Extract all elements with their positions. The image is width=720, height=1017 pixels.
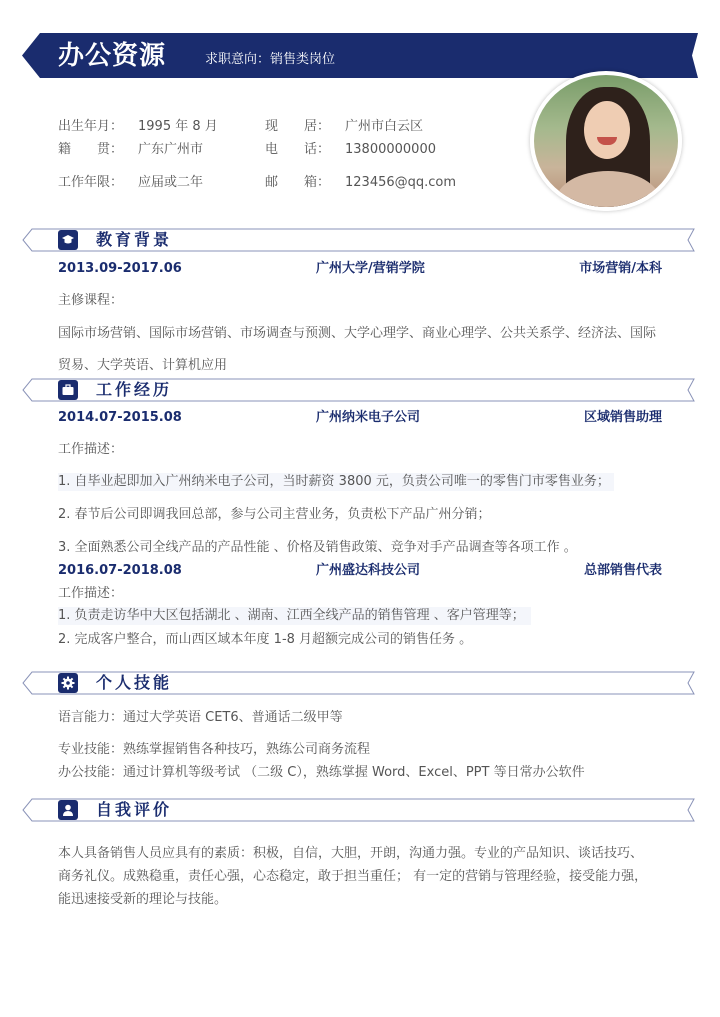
gear-icon — [58, 673, 78, 693]
section-title: 个人技能 — [96, 673, 173, 692]
course-label: 主修课程： — [58, 293, 124, 308]
section-skills — [22, 671, 696, 695]
section-work — [22, 378, 696, 402]
skill-professional: 专业技能：熟练掌握销售各种技巧，熟练公司商务流程 — [58, 742, 371, 757]
resume-name: 办公资源 — [58, 41, 167, 71]
email-row: 邮 箱： 123456@qq.com — [265, 175, 457, 190]
section-title: 教育背景 — [96, 230, 173, 249]
years-row: 工作年限： 应届或二年 — [58, 175, 204, 190]
residence-row: 现 居： 广州市白云区 — [265, 119, 424, 134]
section-education — [22, 228, 696, 252]
phone-row: 电 话： 13800000000 — [265, 142, 436, 157]
course-line: 贸易、大学英语、计算机应用 — [58, 358, 228, 373]
skill-office: 办公技能：通过计算机等级考试 （二级 C），熟练掌握 Word、Excel、PPT 等日常办公软件 — [58, 765, 585, 780]
section-self — [22, 798, 696, 822]
self-eval-line: 本人具备销售人员应具有的素质：积极，自信，大胆，开朗，沟通力强。专业的产品知识、谈话技巧、 — [58, 846, 644, 861]
section-title: 自我评价 — [96, 800, 173, 819]
job-intent: 求职意向：销售类岗位 — [205, 52, 336, 67]
job-desc-label: 工作描述： — [58, 586, 124, 601]
hometown-row: 籍 贯： 广东广州市 — [58, 142, 204, 157]
course-line: 国际市场营销、国际市场营销、市场调查与预测、大学心理学、商业心理学、公共关系学、经济法、国际 — [58, 326, 657, 341]
briefcase-icon — [58, 380, 78, 400]
job-desc-item: 1. 自毕业起即加入广州纳米电子公司，当时薪资 3800 元，负责公司唯一的零售门市零售业务； — [58, 473, 614, 491]
job-desc-item: 1. 负责走访华中大区包括湖北 、湖南、江西全线产品的销售管理 、客户管理等； — [58, 607, 531, 625]
skill-language: 语言能力：通过大学英语 CET6、普通话二级甲等 — [58, 710, 343, 725]
person-icon — [58, 800, 78, 820]
job-desc-item: 3. 全面熟悉公司全线产品的产品性能 、价格及销售政策、竞争对手产品调查等各项工作 。 — [58, 540, 577, 555]
job-desc-label: 工作描述： — [58, 442, 124, 457]
job-desc-item: 2. 春节后公司即调我回总部，参与公司主营业务，负责松下产品广州分销； — [58, 507, 491, 522]
profile-photo — [530, 71, 682, 211]
graduation-cap-icon — [58, 230, 78, 250]
section-title: 工作经历 — [96, 380, 173, 399]
birth-row: 出生年月： 1995 年 8 月 — [58, 119, 218, 134]
job-desc-item: 2. 完成客户整合，而山西区域本年度 1-8 月超额完成公司的销售任务 。 — [58, 632, 473, 647]
self-eval-line: 能迅速接受新的理论与技能。 — [58, 892, 228, 907]
self-eval-line: 商务礼仪。成熟稳重，责任心强，心态稳定，敢于担当重任； 有一定的营销与管理经验，接受能力强， — [58, 869, 648, 884]
